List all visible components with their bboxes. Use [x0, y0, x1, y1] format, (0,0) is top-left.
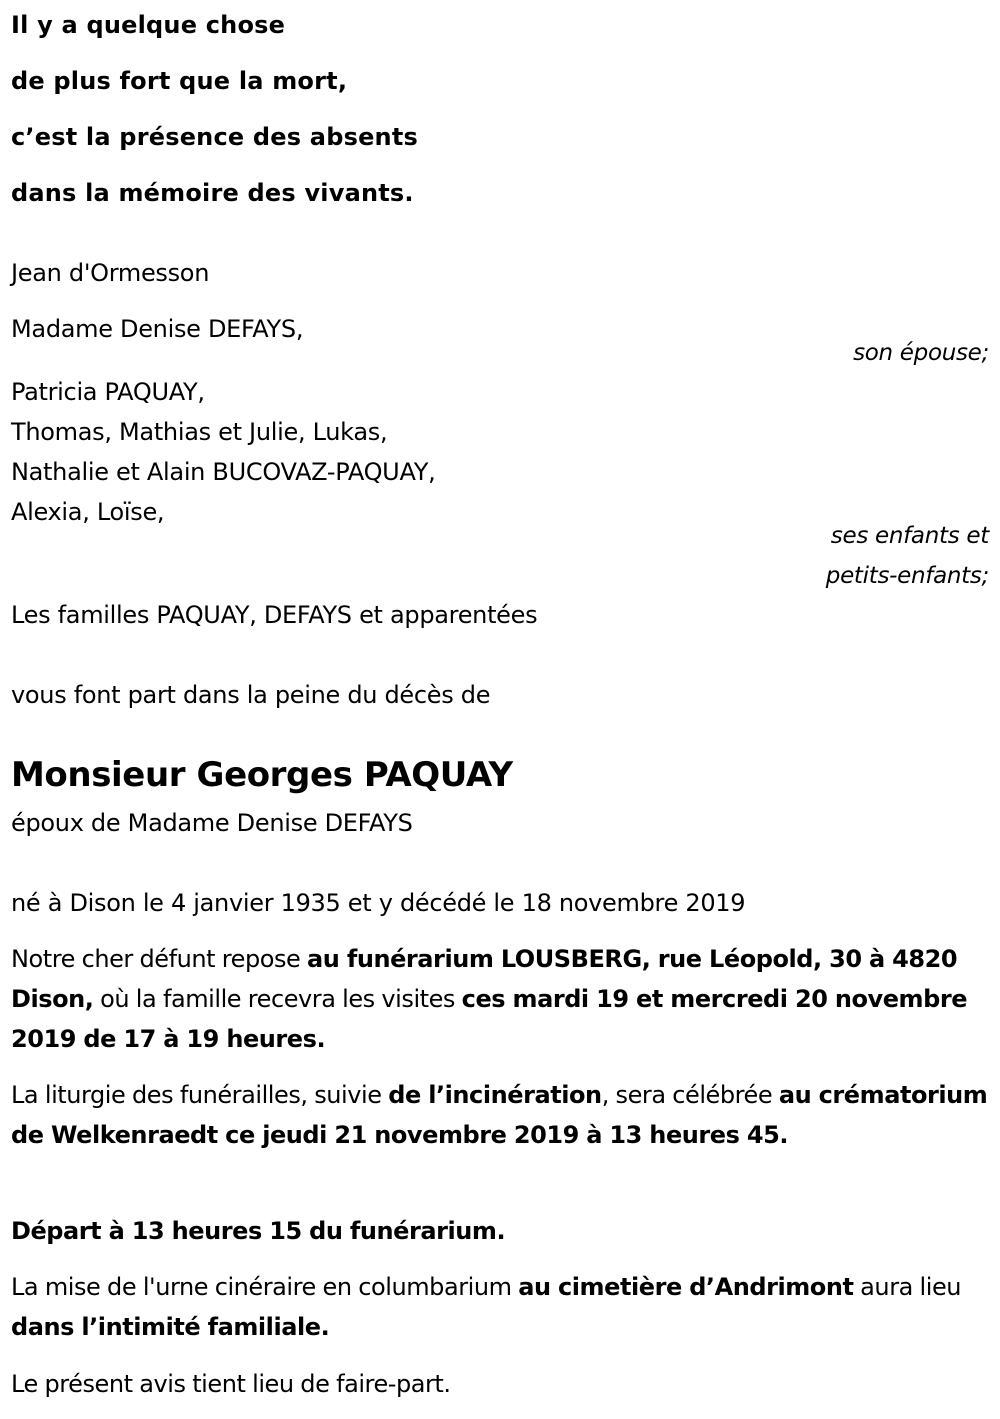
children-relation-line-2: petits-enfants; [825, 563, 989, 589]
cemetery-location: au cimetière d’Andrimont [518, 1273, 854, 1301]
deceased-name: Monsieur Georges PAQUAY [11, 755, 513, 795]
repose-text-2: où la famille recevra les visites [93, 985, 462, 1013]
incineration: de l’incinération [388, 1081, 602, 1109]
quote-author: Jean d'Ormesson [11, 259, 210, 287]
deceased-subtitle: époux de Madame Denise DEFAYS [11, 809, 413, 837]
liturgy-paragraph [11, 1075, 996, 1155]
private-ceremony: dans l’intimité familiale. [11, 1313, 330, 1341]
urn-text-1: La mise de l'urne cinéraire en columbarium [11, 1273, 519, 1301]
closing-paragraph [11, 1364, 996, 1404]
urn-text-2: aura lieu [853, 1273, 962, 1301]
liturgy-text-1: La liturgie des funérailles, suivie [11, 1081, 389, 1109]
closing-text: Le présent avis tient lieu de faire-part. [11, 1370, 451, 1398]
departure-paragraph [11, 1211, 996, 1251]
spouse-relation: son épouse; [853, 340, 989, 366]
visiting-hours: ces mardi 19 et mercredi 20 novembre 2019 de 17 à 19 heures. [11, 985, 968, 1053]
child-line-4: Alexia, Loïse, [11, 498, 165, 526]
liturgy-text-2: , sera célébrée [601, 1081, 779, 1109]
quote-line-4: dans la mémoire des vivants. [11, 179, 414, 207]
repose-location: au funérarium LOUSBERG, rue Léopold, 30 à 4820 Dison, [11, 945, 958, 1013]
urn-paragraph [11, 1267, 996, 1347]
child-line-3: Nathalie et Alain BUCOVAZ-PAQUAY, [11, 458, 436, 486]
spouse-name: Madame Denise DEFAYS, [11, 315, 304, 343]
quote-line-2: de plus fort que la mort, [11, 67, 348, 95]
quote-line-3: c’est la présence des absents [11, 123, 418, 151]
repose-paragraph [11, 939, 996, 1059]
departure-time: Départ à 13 heures 15 du funérarium. [11, 1217, 506, 1245]
other-families: Les familles PAQUAY, DEFAYS et apparentées [11, 601, 538, 629]
birth-death-info: né à Dison le 4 janvier 1935 et y décédé le 18 novembre 2019 [11, 889, 746, 917]
announcement: vous font part dans la peine du décès de [11, 681, 491, 709]
child-line-1: Patricia PAQUAY, [11, 378, 205, 406]
child-line-2: Thomas, Mathias et Julie, Lukas, [11, 418, 388, 446]
children-relation-line-1: ses enfants et [830, 523, 989, 549]
ceremony-location-time: au crématorium de Welkenraedt ce jeudi 21 novembre 2019 à 13 heures 45. [11, 1081, 988, 1149]
repose-text-1: Notre cher défunt repose [11, 945, 308, 973]
quote-line-1: Il y a quelque chose [11, 11, 286, 39]
